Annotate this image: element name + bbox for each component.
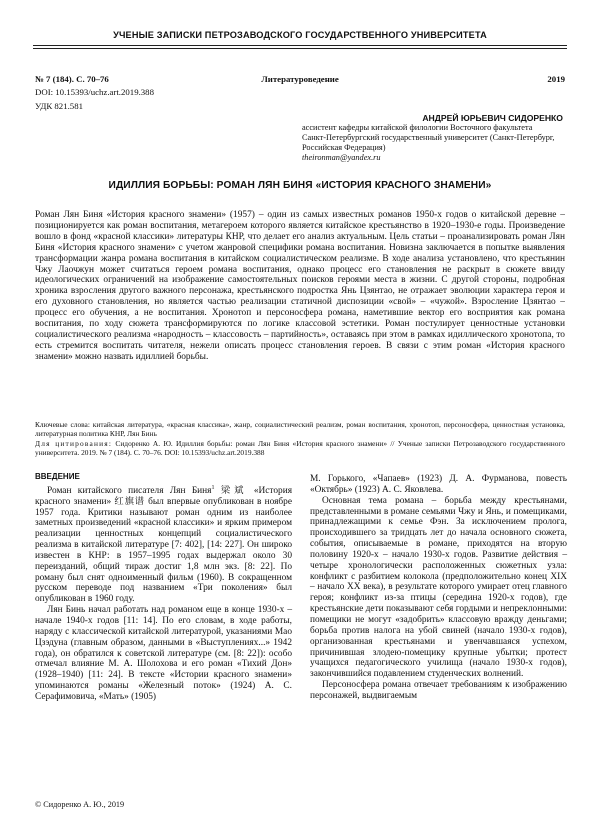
citation-text: Сидоренко А. Ю. Идиллия борьбы: роман Лян Биня «История красного знамени» // Ученые записки Петрозаводского государственного университета. 2019. № 7 (184). С. 70–76. DOI: 10.15393/uchz.art.2019.388	[35, 439, 565, 457]
issue-year: 2019	[547, 74, 565, 84]
section-heading-introduction: ВВЕДЕНИЕ	[35, 472, 80, 481]
body-column-left	[35, 472, 292, 703]
author-name: АНДРЕЙ ЮРЬЕВИЧ СИДОРЕНКО	[422, 113, 563, 123]
doi[interactable]: DOI: 10.15393/uchz.art.2019.388	[35, 87, 154, 97]
paragraph: Основная тема романа – борьба между крестьянами, представленными в романе семьями Чжу и Янь, и помещиками, принадлежащими к семье Фэн. За исключением пролога, происходившего за тридцать лет до начала основного сюжета, события, описываемые в романе, приходятся на вторую половину 1920-х – начало 1930-х годов. Развитие действия – четыре хронологически расположенных сюжетных узла: конфликт с разбитием колокола (предположительно конец XIX – начало XX века), в результате которого умирает отец главного героя; конфликт из-за птицы (середина 1920-х годов), где крестьянские дети показывают себя гордыми и непреклонными: помещики не могут «задобрить» классовую вражду деньгами; борьба против налога на убой свиней (начало 1930-х годов), организованная крестьянами и увенчавшаяся успехом, причинившая злодею-помещику крупные убытки; протест учащихся педагогического училища (начало 1930-х годов), закончившийся подавлением студенческих волнений.	[310, 495, 567, 680]
header-rule-bottom	[33, 48, 567, 49]
paragraph: Персоносфера романа отвечает требованиям к изображению персонажей, выдвигаемым	[310, 680, 567, 701]
paragraph-text: Роман китайского писателя Лян Биня	[47, 485, 212, 496]
paragraph	[35, 486, 292, 605]
abstract: Роман Лян Биня «История красного знамени» (1957) – один из самых известных романов 1950-х годов о китайской деревне – позиционируется как роман воспитания, метагероем которого является китайское крестьянство в 1920–1930-е годы. Произведение вошло в фонд «красной классики» литературы КНР, что делает его анализ актуальным. Цель статьи – проанализировать роман Лян Биня «История красного знамени» с учетом жанровой специфики романа воспитания. Новизна заключается в попытке выявления трансформации жанра романа воспитания в китайском социалистическом реализме. В ходе анализа установлено, что крестьянин Чжу Лаочжун может считаться героем романа воспитания, однако процесс его становления не раскрыт в сюжете ввиду идеологических ограничений на изображение самостоятельных поисков героями места в жизни. С другой стороны, подробная хроника взросления другого важного персонажа, крестьянского подростка Янь Цзянтао, не отражает эволюции характера героя и его духовного становления, но является частью реализации статичной диспозиции «свой» – «чужой». Взросление Цзянтао – процесс его обучения, а не воспитания. Хронотоп и персоносфера романа, наметившие вектор его восприятия как романа воспитания, по ходу сюжета трансформируются по логике классовой эстетики. Роман постулирует ценностные установки социалистического реализма «народность – классовость – партийность», оставаясь при этом в рамках идиллического хронотопа, то есть стремится воспитать читателя, нежели описать процесс становления героев. В связи с этим роман «История красного знамени» можно назвать идиллией борьбы.	[35, 210, 565, 362]
issue-line	[35, 74, 565, 84]
issue-number: № 7 (184). С. 70–76	[35, 74, 109, 84]
section-name: Литературоведение	[261, 74, 339, 84]
author-block	[302, 113, 567, 163]
udk-code: УДК 821.581	[35, 101, 83, 111]
author-affiliation: Санкт-Петербургский государственный университет (Санкт-Петербург, Российская Федерация)	[302, 133, 555, 152]
copyright: © Сидоренко А. Ю., 2019	[35, 800, 125, 809]
article-title: ИДИЛЛИЯ БОРЬБЫ: РОМАН ЛЯН БИНЯ «ИСТОРИЯ КРАСНОГО ЗНАМЕНИ»	[108, 180, 492, 191]
footnote-marker[interactable]: 1	[211, 484, 215, 491]
author-position: ассистент кафедры китайской филологии Восточного факультета	[302, 123, 533, 132]
citation	[35, 440, 565, 457]
paragraph-text: 梁斌 «История красного знамени» 红旗谱 был впервые опубликован в ноябре 1957 года. Критики называют роман одним из наиболее заметных произведений «красной классики» и ярким примером реализации ценностных концепций социалистического реализма в китайской литературе [7: 402], [14: 227]. Он широко известен в КНР: в 1957–1995 годах выдержал около 30 переизданий, общий тираж достиг 1,8 млн экз. [8: 22]. По роману был снят одноименный фильм (1960). В сокращенном русском переводе под названием «Три поколения» был опубликован в 1960 году.	[35, 485, 292, 605]
header-rule-top	[33, 45, 567, 46]
journal-title: УЧЕНЫЕ ЗАПИСКИ ПЕТРОЗАВОДСКОГО ГОСУДАРСТВЕННОГО УНИВЕРСИТЕТА	[113, 30, 487, 40]
paragraph: Лян Бинь начал работать над романом еще в конце 1930-х – начале 1940-х годов [11: 14]. По его словам, в ходе работы, наряду с классической китайской литературой, указаниями Мао Цзэдуна (главным образом, данными в «Выступлениях...» 1942 года), он обратился к советской литературе (см. [8: 22]): особо отмечал влияние М. А. Шолохова и его роман «Тихий Дон» (1928–1940) [11: 24]. В тексте «Истории красного знамени» упоминаются романы «Железный поток» (1924) А. С. Серафимовича, «Мать» (1905)	[35, 605, 292, 702]
body-column-right	[310, 474, 567, 702]
citation-label: Для цитирования:	[35, 439, 113, 448]
author-email[interactable]: theironman@yandex.ru	[302, 153, 381, 162]
keywords: Ключевые слова: китайская литература, «красная классика», жанр, социалистический реализм, роман воспитания, хронотоп, персоносфера, ценностная установка, литературная политика КНР, Лян Бинь	[35, 420, 565, 438]
paragraph: М. Горького, «Чапаев» (1923) Д. А. Фурманова, повесть «Октябрь» (1923) А. С. Яковлева.	[310, 474, 567, 495]
